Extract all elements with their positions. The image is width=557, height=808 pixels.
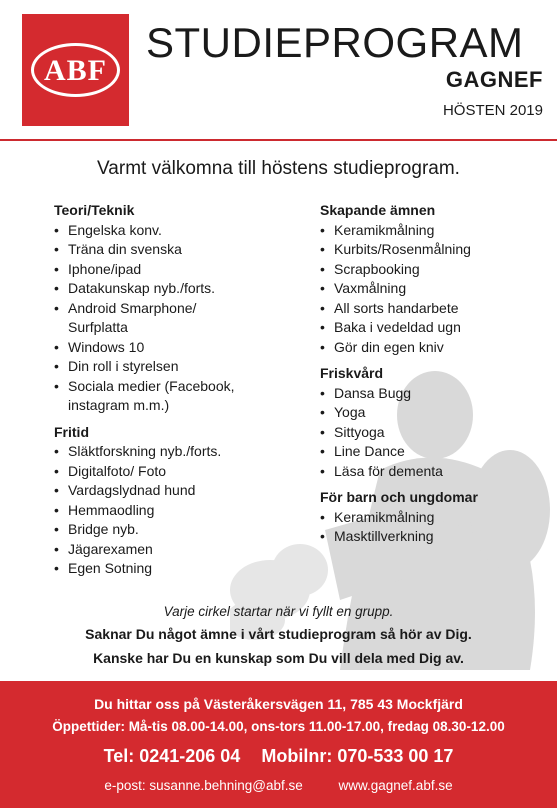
phone-number: Tel: 0241-206 04 xyxy=(103,746,241,766)
list-item: • Bridge nyb. xyxy=(54,520,294,540)
logo-text: ABF xyxy=(44,54,107,87)
course-list xyxy=(54,442,294,579)
share-knowledge-note: Kanske har Du en kunskap som Du vill dela med Dig av. xyxy=(93,650,464,666)
list-item: • Yoga xyxy=(320,403,550,423)
list-item: • Engelska konv. xyxy=(54,221,294,241)
course-list xyxy=(320,221,550,358)
course-list xyxy=(54,221,294,416)
group-start-note: Varje cirkel startar när vi fyllt en grupp. xyxy=(163,604,394,619)
mobile-number: Mobilnr: 070-533 00 17 xyxy=(261,746,454,766)
website-link[interactable]: www.gagnef.abf.se xyxy=(338,778,453,793)
list-item: • Din roll i styrelsen xyxy=(54,357,294,377)
list-item: • Line Dance xyxy=(320,442,550,462)
web-contact-line xyxy=(0,777,557,795)
section-heading: Teori/Teknik xyxy=(54,202,135,218)
list-item: • Träna din svenska xyxy=(54,240,294,260)
list-item: • Vaxmålning xyxy=(320,279,550,299)
page-title: STUDIEPROGRAM xyxy=(146,19,524,66)
left-column xyxy=(54,201,294,579)
list-item: • Scrapbooking xyxy=(320,260,550,280)
section-heading: För barn och ungdomar xyxy=(320,489,478,505)
welcome-heading: Varmt välkomna till höstens studieprogram. xyxy=(97,158,460,179)
list-item: • Digitalfoto/ Foto xyxy=(54,462,294,482)
list-item: • Läsa för dementa xyxy=(320,462,550,482)
list-item: • Jägarexamen xyxy=(54,540,294,560)
list-item: • Gör din egen kniv xyxy=(320,338,550,358)
list-item: • All sorts handarbete xyxy=(320,299,550,319)
section-heading: Fritid xyxy=(54,423,89,440)
page-subtitle: GAGNEF xyxy=(445,67,543,92)
section-heading: Skapande ämnen xyxy=(320,202,436,218)
list-item: • Android Smarphone/ Surfplatta xyxy=(54,299,229,338)
list-item: • Iphone/ipad xyxy=(54,260,294,280)
abf-logo xyxy=(22,14,129,126)
opening-hours-text: Öppettider: Må-tis 08.00-14.00, ons-tors 11.00-17.00, fredag 08.30-12.00 xyxy=(52,719,505,734)
address-text: Du hittar oss på Västeråkersvägen 11, 785 43 Mockfjärd xyxy=(94,696,463,712)
list-item: • Keramikmålning xyxy=(320,221,550,241)
course-list xyxy=(320,508,550,547)
email-link[interactable]: e-post: susanne.behning@abf.se xyxy=(104,778,303,793)
list-item: • Masktillverkning xyxy=(320,527,550,547)
list-item: • Egen Sotning xyxy=(54,559,294,579)
contact-footer xyxy=(0,681,557,808)
header-divider xyxy=(0,139,557,141)
list-item: • Baka i vedeldad ugn xyxy=(320,318,550,338)
list-item: • Datakunskap nyb./forts. xyxy=(54,279,294,299)
season-label: HÖSTEN 2019 xyxy=(442,102,543,119)
list-item: • Sittyoga xyxy=(320,423,550,443)
list-item: • Hemmaodling xyxy=(54,501,294,521)
missing-subject-note: Saknar Du något ämne i vårt studieprogram så hör av Dig. xyxy=(85,626,472,642)
list-item: • Kurbits/Rosenmålning xyxy=(320,240,550,260)
right-column xyxy=(320,201,550,547)
section-heading: Friskvård xyxy=(320,365,384,381)
list-item: • Windows 10 xyxy=(54,338,294,358)
list-item: • Dansa Bugg xyxy=(320,384,550,404)
list-item: • Keramikmålning xyxy=(320,508,550,528)
list-item: • Vardagslydnad hund xyxy=(54,481,294,501)
list-item: • Släktforskning nyb./forts. xyxy=(54,442,294,462)
phone-line xyxy=(0,745,557,767)
list-item: • Sociala medier (Facebook, instagram m.m.) xyxy=(54,377,274,416)
course-list xyxy=(320,384,550,482)
